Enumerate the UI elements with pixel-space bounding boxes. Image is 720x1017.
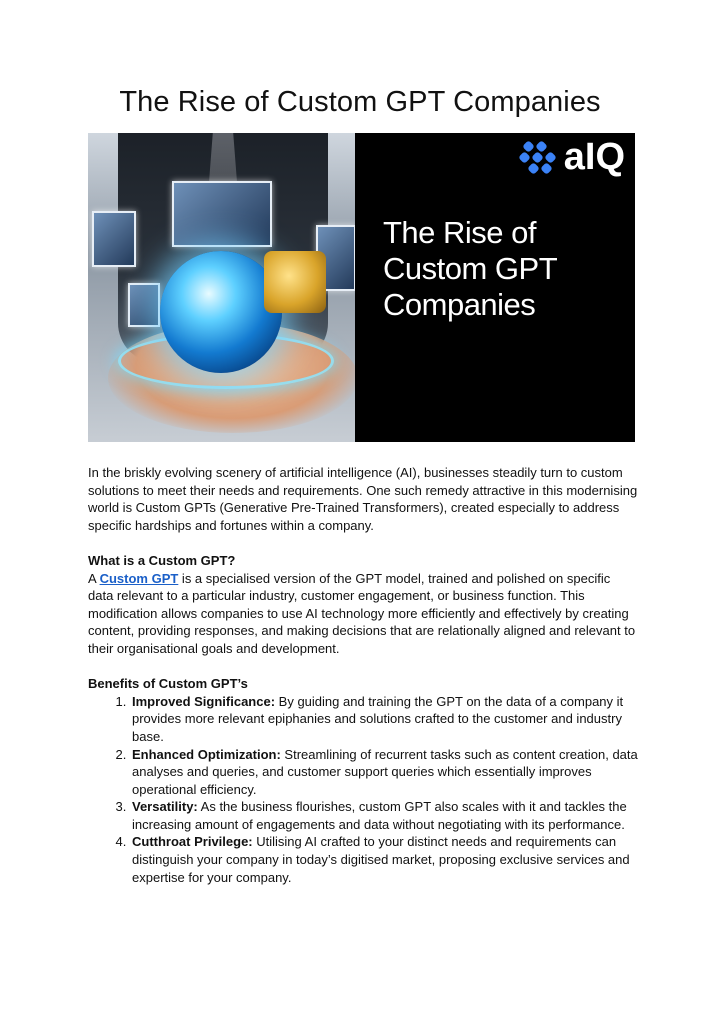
list-item (130, 746, 638, 799)
hero-heading-line: Companies (383, 287, 536, 322)
business-globe-illustration (88, 133, 355, 442)
floating-screen (172, 181, 272, 247)
list-item (130, 693, 638, 746)
what-is-paragraph (88, 570, 638, 658)
benefit-term: Versatility: (132, 799, 198, 815)
benefit-text: By guiding and training the GPT on the data of a company it provides more relevant epiphanies and solutions crafted to the customer and industry base. (132, 693, 624, 744)
list-item (130, 798, 638, 833)
what-is-body: is a specialised version of the GPT model, trained and polished on specific data relevant to a particular industry, customer engagement, or business function. This modification allows companies to use AI technology more efficiently and effectively by creating content, providing responses, and making decisions that are relationally aligned and relevant to their organisational goals and development. (88, 570, 636, 656)
intro-paragraph: In the briskly evolving scenery of artificial intelligence (AI), businesses steadily turn to custom solutions to meet their needs and requirements. One such remedy attractive in this modernising world is Custom GPTs (Generative Pre-Trained Transformers), created especially to address specific hardships and fortunes within a company. (88, 465, 638, 533)
hero-banner-image (88, 133, 635, 442)
custom-gpt-link[interactable]: Custom GPT (99, 570, 179, 586)
document-body (88, 464, 638, 886)
benefit-term: Enhanced Optimization: (132, 746, 281, 762)
floating-screen (92, 211, 136, 267)
benefit-text: As the business flourishes, custom GPT also scales with it and tackles the increasing amount of engagements and data without negotiating with its performance. (132, 799, 627, 832)
what-is-heading: What is a Custom GPT? (88, 552, 236, 568)
benefit-term: Cutthroat Privilege: (132, 834, 253, 850)
page-title: The Rise of Custom GPT Companies (119, 86, 601, 118)
benefit-term: Improved Significance: (132, 693, 276, 709)
hero-title-panel (355, 133, 635, 442)
benefit-text: Utilising AI crafted to your distinct needs and requirements can distinguish your company in today’s digitised market, proposing exclusive services and expertise for your company. (132, 834, 630, 885)
what-is-prefix: A (88, 570, 100, 586)
benefits-heading: Benefits of Custom GPT’s (88, 676, 248, 692)
logo-wordmark: aIQ (563, 136, 625, 178)
list-item (130, 833, 638, 886)
hero-heading-line: The Rise of (383, 215, 537, 250)
benefit-text: Streamlining of recurrent tasks such as content creation, data analyses and queries, and customer support queries which essentially improves operational efficiency. (132, 746, 638, 797)
aiq-dots-logo-icon (520, 140, 558, 174)
floating-screen (128, 283, 160, 327)
hero-heading-line: Custom GPT (383, 251, 558, 286)
coins-icon (264, 251, 326, 313)
hero-heading (383, 215, 557, 323)
aiq-logo (520, 137, 625, 177)
benefits-list (88, 693, 638, 887)
